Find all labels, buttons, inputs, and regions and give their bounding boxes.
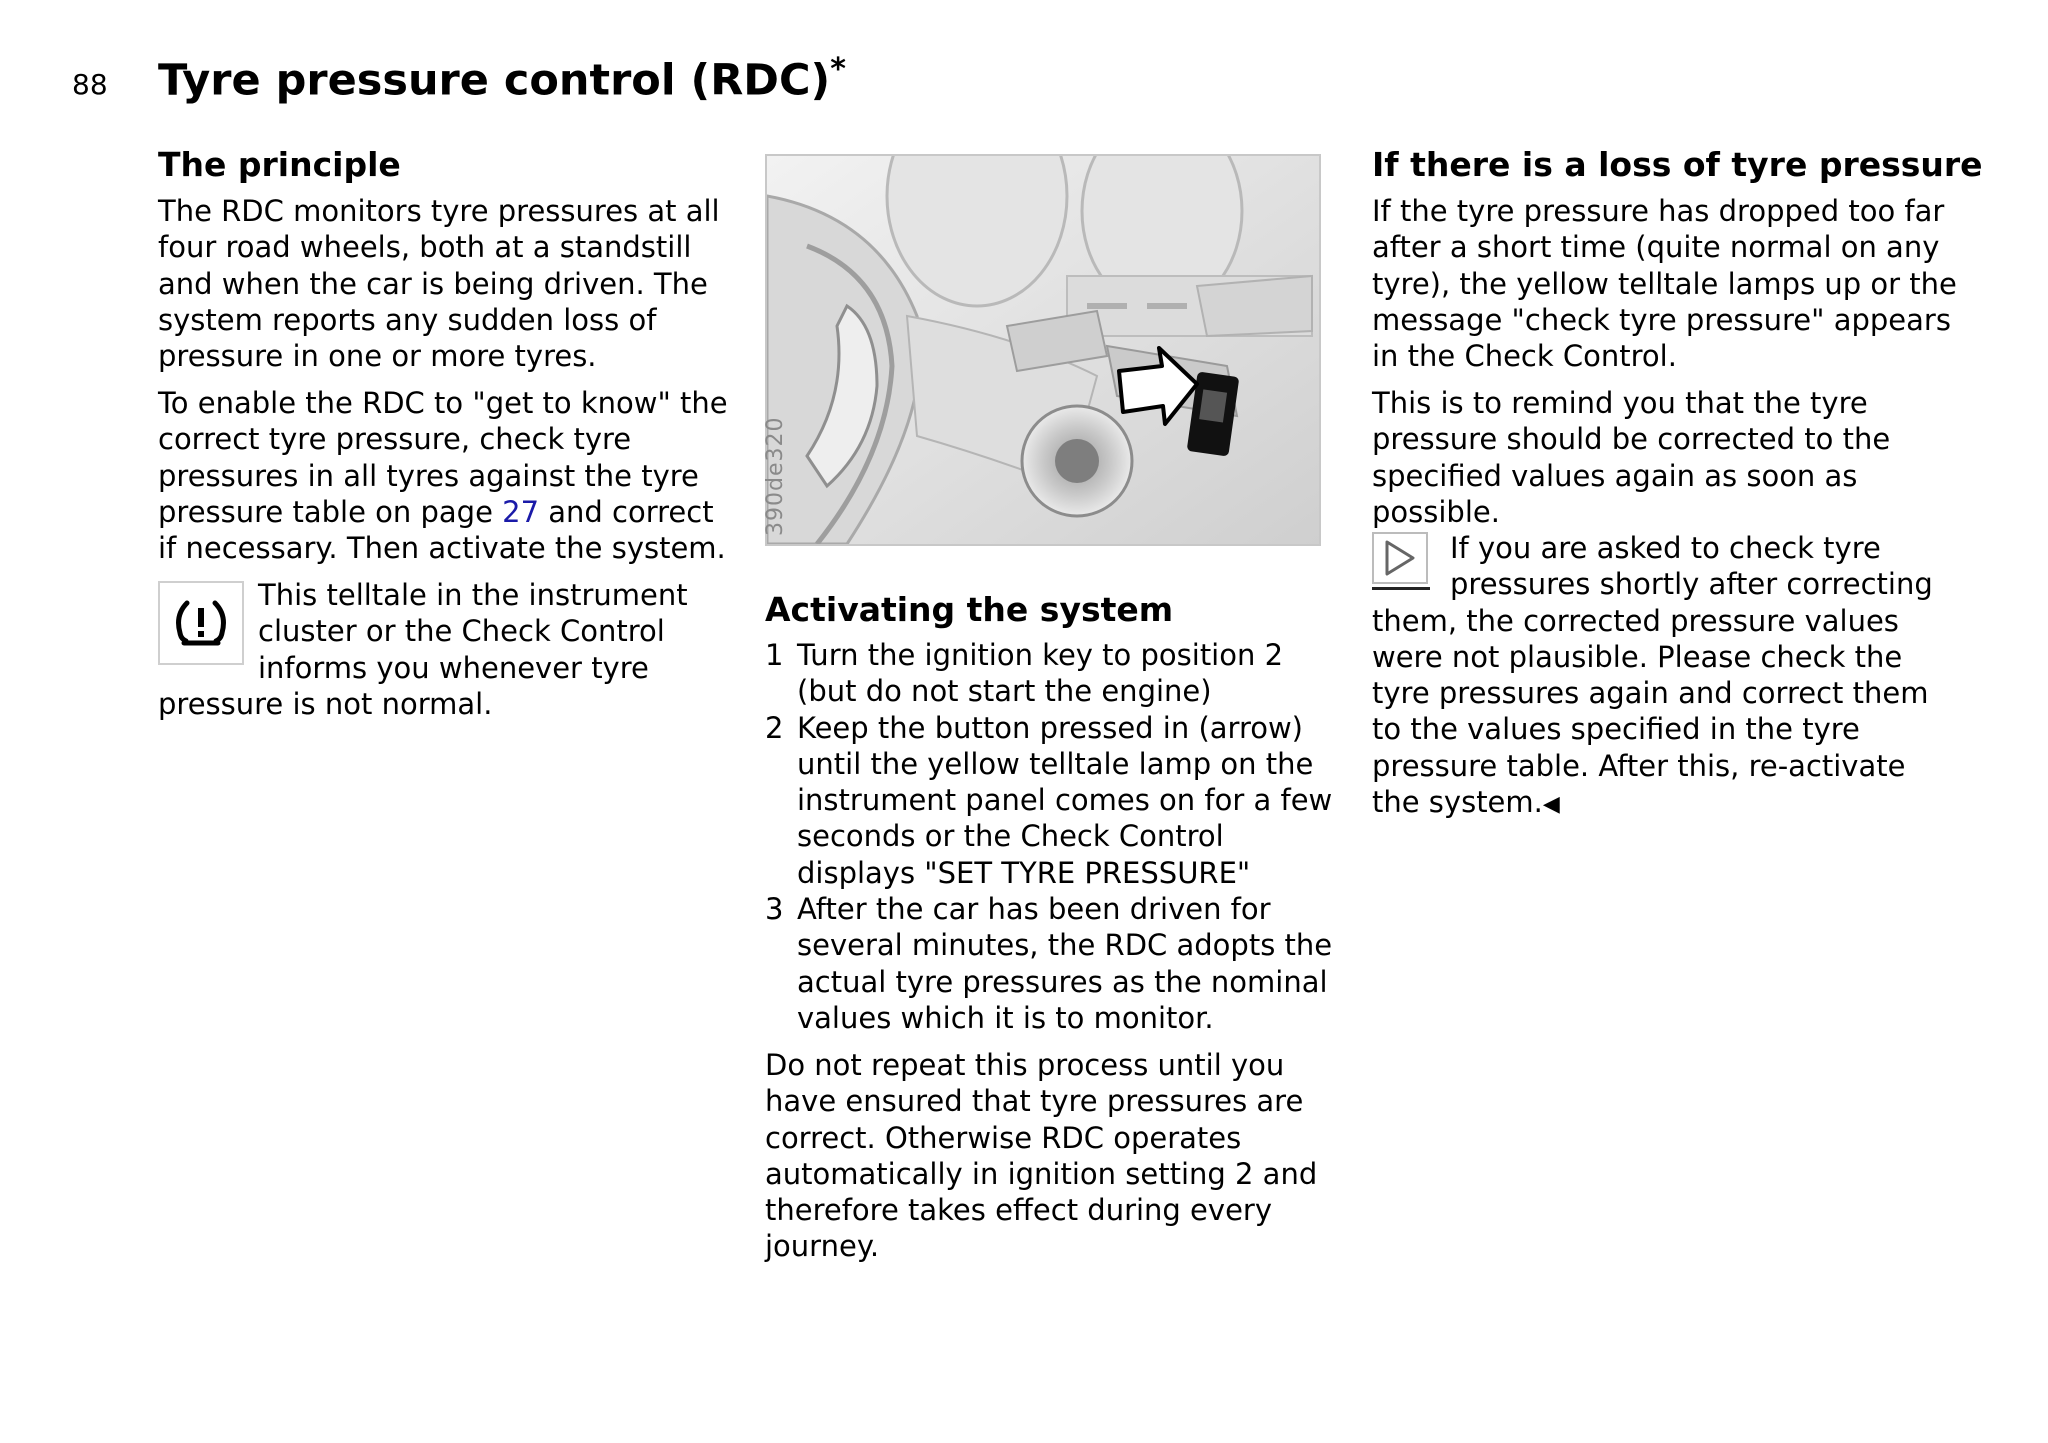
- note-icon-frame: [1372, 532, 1428, 584]
- steering-column-rdc-button-illustration: [767, 156, 1319, 544]
- step-text: Keep the button pressed in (arrow) until the yellow telltale lamp on the instrument panel comes on for a few seconds or the Check Control displays "SET TYRE PRESSURE": [797, 710, 1333, 890]
- page-reference-link[interactable]: 27: [502, 494, 540, 529]
- note-triangle-glyph: [1382, 538, 1418, 578]
- rdc-button-figure: [765, 154, 1321, 546]
- principle-paragraph-2-start: To enable the RDC to "get to know" the correct tyre pressure, check tyre pressures in all tyres against the tyre pressure table on page: [158, 386, 728, 529]
- figure-code: 390de320: [763, 416, 788, 536]
- principle-heading: The principle: [158, 145, 401, 184]
- pressure-loss-paragraph-1: If the tyre pressure has dropped too far after a short time (quite normal on any tyre), the yellow telltale lamps up or the message "check tyre pressure" appears in the Check Control.: [1372, 194, 1957, 374]
- step-number: 3: [765, 892, 784, 927]
- step-text: Turn the ignition key to position 2 (but do not start the engine): [797, 638, 1284, 709]
- optional-equipment-mark: *: [830, 52, 846, 87]
- activation-step: [765, 710, 1345, 891]
- note-text: [1372, 530, 1962, 823]
- note-block: [1372, 530, 1962, 823]
- note-text-body: If you are asked to check tyre pressures shortly after correcting them, the corrected pressure values were not plausible. Please check the tyre pressures again and correct them to the values specified in the tyre pressure table. After this, re-activate the system.: [1372, 531, 1933, 820]
- pressure-loss-paragraph-2: This is to remind you that the tyre pressure should be corrected to the specified values again as soon as possible.: [1372, 386, 1891, 529]
- page-title: [158, 52, 846, 105]
- step-text: After the car has been driven for several minutes, the RDC adopts the actual tyre pressures as the nominal values which it is to monitor.: [797, 892, 1333, 1035]
- step-number: 2: [765, 710, 784, 745]
- tyre-pressure-warning-glyph: [171, 593, 231, 653]
- note-triangle-icon: [1372, 532, 1430, 590]
- tyre-pressure-warning-icon: [158, 581, 244, 665]
- end-of-note-marker: ◀: [1542, 792, 1560, 818]
- principle-paragraph-2: [158, 385, 738, 566]
- principle-paragraph-1: The RDC monitors tyre pressures at all four road wheels, both at a standstill and when the car is being driven. The system reports any sudden loss of pressure in one or more tyres.: [158, 194, 720, 374]
- page-title-text: Tyre pressure control (RDC): [158, 55, 831, 106]
- activating-heading: Activating the system: [765, 590, 1174, 629]
- page-number: 88: [72, 68, 108, 101]
- step-number: 1: [765, 638, 784, 672]
- telltale-text: This telltale in the instrument cluster or the Check Control informs you whenever tyre pressure is not normal.: [158, 578, 688, 721]
- pressure-loss-heading: If there is a loss of tyre pressure: [1372, 145, 1983, 184]
- activation-step: [765, 891, 1345, 1036]
- activation-step: [765, 637, 1345, 710]
- principle-paragraph-2-end: and correct if necessary. Then activate the system.: [158, 494, 726, 566]
- activation-steps: [765, 637, 1345, 1036]
- activating-closing-paragraph: Do not repeat this process until you have ensured that tyre pressures are correct. Otherwise RDC operates automatically in ignition setting 2 and therefore takes effect during every journey.: [765, 1048, 1318, 1264]
- telltale-block: [158, 577, 738, 722]
